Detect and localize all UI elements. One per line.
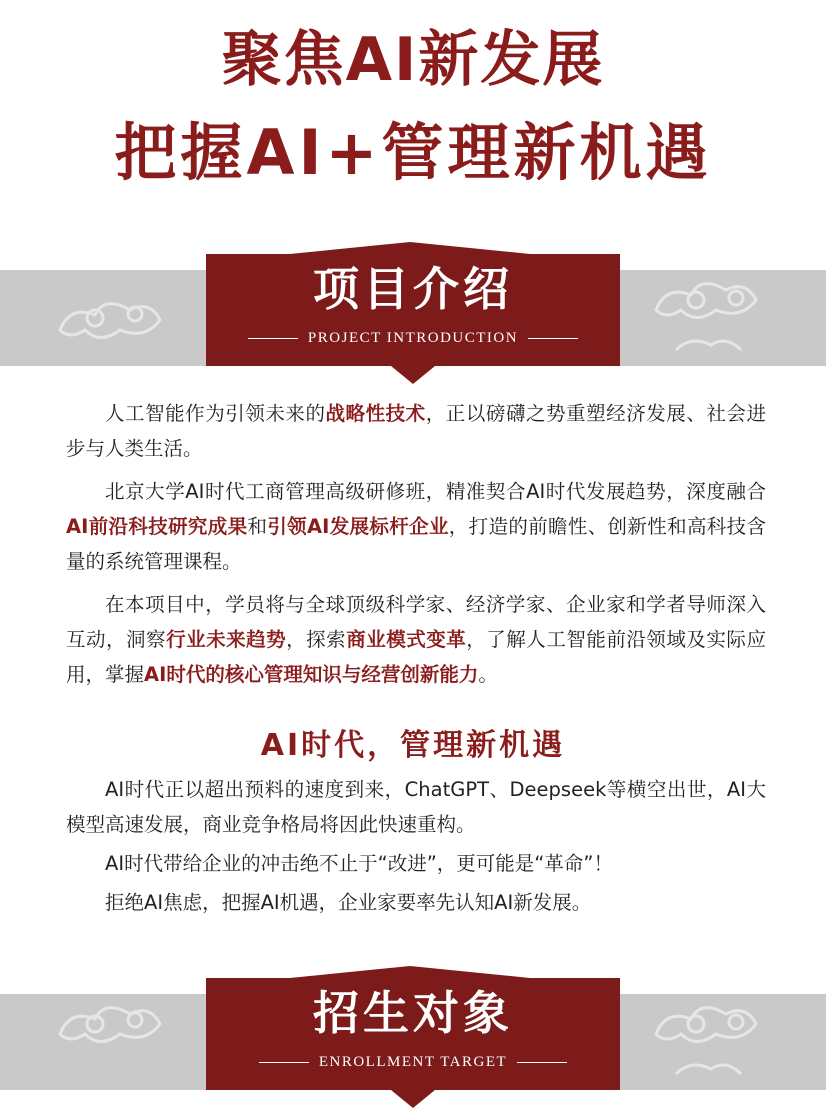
hero-line-1: 聚焦AI新发展	[221, 25, 605, 95]
ai-era-paragraph-3: 拒绝AI焦虑，把握AI机遇，企业家要率先认知AI新发展。	[105, 891, 592, 914]
section-banner-project-intro	[0, 254, 826, 394]
intro-text	[66, 396, 766, 692]
ai-era-paragraph-1: AI时代正以超出预料的速度到来，ChatGPT、Deepseek等横空出世，AI大模型高速发展，商业竞争格局将因此快速重构。	[66, 778, 766, 836]
banner-down-arrow	[391, 366, 435, 384]
highlight-text: AI前沿科技研究成果	[66, 515, 248, 538]
banner-down-arrow	[391, 1090, 435, 1108]
highlight-text: 行业未来趋势	[166, 628, 287, 651]
highlight-text: 战略性技术	[325, 402, 426, 425]
banner-subtitle-text: ENROLLMENT TARGET	[318, 1054, 508, 1070]
divider	[528, 338, 578, 339]
body-text: ，打造的前瞻性、创新性和高科技含量的系统管理课程。	[66, 515, 766, 573]
body-text: ，了解人工智能前沿领域及实际应用，掌握	[66, 628, 766, 686]
cloud-icon	[636, 270, 796, 366]
banner-title: 招生对象	[313, 986, 513, 1040]
body-text: 。	[478, 663, 498, 686]
intro-paragraph-2	[66, 474, 766, 579]
body-text: 和	[247, 515, 268, 538]
cloud-icon	[636, 994, 796, 1090]
divider	[248, 338, 298, 339]
highlight-text: 商业模式变革	[346, 628, 467, 651]
intro-paragraph-1	[66, 396, 766, 466]
highlight-text: AI时代的核心管理知识与经营创新能力	[144, 663, 479, 686]
body-text: ，探索	[286, 628, 347, 651]
banner-subtitle-text: PROJECT INTRODUCTION	[307, 330, 519, 346]
banner-top-peak	[290, 242, 530, 254]
cloud-icon	[40, 270, 200, 366]
banner-subtitle	[206, 330, 620, 347]
hero-line-2: 把握AI+管理新机遇	[114, 116, 712, 189]
banner-title: 项目介绍	[313, 262, 513, 316]
body-text: 在本项目中，学员将与全球顶级科学家、经济学家、企业家和学者导师深入互动，洞察	[66, 593, 766, 651]
highlight-text: 引领AI发展标杆企业	[267, 515, 449, 538]
section-heading: AI时代，管理新机遇	[260, 728, 566, 763]
divider	[517, 1062, 567, 1063]
body-text: ，正以磅礴之势重塑经济发展、社会进步与人类生活。	[66, 402, 766, 460]
body-text: 人工智能作为引领未来的	[105, 402, 326, 425]
ai-era-paragraph-2: AI时代带给企业的冲击绝不止于“改进”，更可能是“革命”！	[105, 852, 614, 875]
banner-top-peak	[290, 966, 530, 978]
ai-era-text	[66, 772, 766, 920]
divider	[259, 1062, 309, 1063]
cloud-icon	[40, 994, 200, 1090]
intro-paragraph-3	[66, 587, 766, 692]
section-banner-enrollment	[0, 978, 826, 1110]
banner-subtitle	[206, 1054, 620, 1071]
body-text: 北京大学AI时代工商管理高级研修班，精准契合AI时代发展趋势，深度融合	[105, 480, 766, 503]
